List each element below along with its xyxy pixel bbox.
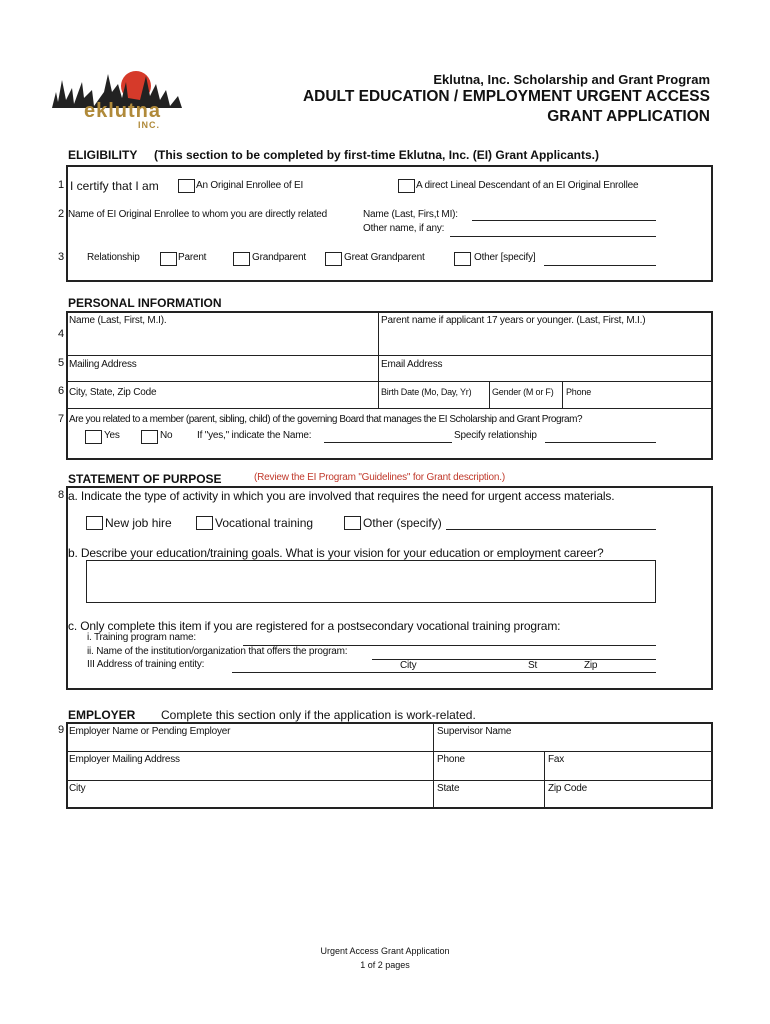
divider: [544, 751, 545, 809]
enrollee-other-name-field[interactable]: [450, 236, 656, 237]
q1-label: I certify that I am: [70, 179, 159, 193]
other-purpose-field[interactable]: [446, 529, 656, 530]
mailing-address-label[interactable]: Mailing Address: [69, 359, 137, 370]
supervisor-name-label[interactable]: Supervisor Name: [437, 726, 512, 737]
q8a-text: a. Indicate the type of activity in which you are involved that requires the need for urgent access materials.: [68, 489, 615, 503]
q4-number: 4: [58, 328, 65, 340]
checkbox-new-job-hire[interactable]: [86, 516, 103, 530]
q3-option-great-grandparent: Great Grandparent: [344, 252, 425, 263]
checkbox-related-yes[interactable]: [85, 430, 102, 444]
phone-label[interactable]: Phone: [566, 387, 592, 397]
q8-number: 8: [58, 489, 65, 501]
education-goals-textarea[interactable]: [86, 560, 656, 603]
checkbox-great-grandparent[interactable]: [325, 252, 342, 266]
board-member-name-field[interactable]: [324, 442, 452, 443]
divider: [66, 355, 713, 356]
q2-name-label: Name (Last, Firs,t MI):: [363, 209, 458, 220]
q8c-text: c. Only complete this item if you are registered for a postsecondary vocational training program:: [68, 619, 561, 633]
program-name: Eklutna, Inc. Scholarship and Grant Program: [433, 72, 710, 87]
relationship-field[interactable]: [545, 442, 656, 443]
checkbox-original-enrollee[interactable]: [178, 179, 195, 193]
q3-number: 3: [58, 251, 65, 263]
logo-inc: INC.: [138, 120, 160, 130]
personal-info-heading: PERSONAL INFORMATION: [68, 296, 222, 310]
eligibility-note: (This section to be completed by first-time Eklutna, Inc. (EI) Grant Applicants.): [154, 148, 599, 162]
c-institution: ii. Name of the institution/organization that offers the program:: [87, 646, 348, 657]
c-training-program: i. Training program name:: [87, 632, 196, 643]
q2-number: 2: [58, 208, 65, 220]
option-other-purpose: Other (specify): [363, 516, 442, 530]
checkbox-related-no[interactable]: [141, 430, 158, 444]
city-state-zip-label[interactable]: City, State, Zip Code: [69, 387, 157, 398]
divider: [66, 751, 713, 752]
q3-option-other: Other [specify]: [474, 252, 536, 263]
q9-number: 9: [58, 724, 65, 736]
q2-other-label: Other name, if any:: [363, 223, 445, 234]
c-address: III Address of training entity:: [87, 659, 205, 670]
option-vocational-training: Vocational training: [215, 516, 314, 530]
employer-note: Complete this section only if the application is work-related.: [161, 708, 476, 722]
employer-state-label[interactable]: State: [437, 783, 460, 794]
divider: [433, 722, 434, 809]
applicant-name-label[interactable]: Name (Last, First, M.I).: [69, 315, 167, 326]
checkbox-parent[interactable]: [160, 252, 177, 266]
divider: [562, 381, 563, 408]
gender-label[interactable]: Gender (M or F): [492, 387, 554, 397]
q1-number: 1: [58, 179, 65, 191]
checkbox-other-purpose[interactable]: [344, 516, 361, 530]
eligibility-heading: ELIGIBILITY: [68, 148, 138, 162]
form-title-line2: GRANT APPLICATION: [547, 108, 710, 125]
employer-mailing-label[interactable]: Employer Mailing Address: [69, 754, 180, 765]
footer-page: 1 of 2 pages: [360, 960, 410, 970]
footer-title: Urgent Access Grant Application: [320, 946, 450, 956]
q3-option-parent: Parent: [178, 252, 207, 263]
q7-specify: Specify relationship: [454, 430, 537, 441]
q1-option-lineal-descendant: A direct Lineal Descendant of an EI Original Enrollee: [416, 180, 639, 191]
employer-zip-label[interactable]: Zip Code: [548, 783, 587, 794]
q3-label: Relationship: [87, 252, 140, 263]
enrollee-name-field[interactable]: [472, 220, 656, 221]
employer-heading: EMPLOYER: [68, 708, 136, 722]
email-address-label[interactable]: Email Address: [381, 359, 443, 370]
address-zip-label: Zip: [584, 660, 598, 671]
q7-number: 7: [58, 413, 65, 425]
employer-phone-label[interactable]: Phone: [437, 754, 465, 765]
logo-wordmark: eklutna: [84, 100, 162, 122]
eklutna-logo: [48, 62, 188, 132]
employer-name-label[interactable]: Employer Name or Pending Employer: [69, 726, 231, 737]
checkbox-vocational-training[interactable]: [196, 516, 213, 530]
divider: [66, 780, 713, 781]
q3-option-grandparent: Grandparent: [252, 252, 306, 263]
parent-name-label[interactable]: Parent name if applicant 17 years or younger. (Last, First, M.I.): [381, 315, 646, 326]
q6-number: 6: [58, 385, 65, 397]
address-city-label: City: [400, 660, 417, 671]
checkbox-lineal-descendant[interactable]: [398, 179, 415, 193]
q1-option-original-enrollee: An Original Enrollee of EI: [196, 180, 304, 191]
divider: [378, 311, 379, 408]
q7-question: Are you related to a member (parent, sibling, child) of the governing Board that manages the EI Scholarship and Grant Program?: [69, 414, 583, 425]
q7-if-yes: If "yes," indicate the Name:: [197, 430, 312, 441]
q2-label: Name of EI Original Enrollee to whom you are directly related: [68, 209, 328, 220]
checkbox-other[interactable]: [454, 252, 471, 266]
purpose-heading: STATEMENT OF PURPOSE: [68, 472, 222, 486]
form-title-line1: ADULT EDUCATION / EMPLOYMENT URGENT ACCESS: [302, 88, 710, 105]
training-address-field[interactable]: [232, 672, 656, 673]
checkbox-grandparent[interactable]: [233, 252, 250, 266]
divider: [66, 408, 713, 409]
q8b-text: b. Describe your education/training goals. What is your vision for your education or employment career?: [68, 546, 604, 560]
employer-city-label[interactable]: City: [69, 783, 86, 794]
other-specify-field[interactable]: [544, 265, 656, 266]
divider: [66, 381, 713, 382]
q5-number: 5: [58, 357, 65, 369]
address-st-label: St: [528, 660, 538, 671]
birth-date-label[interactable]: Birth Date (Mo, Day, Yr): [381, 387, 472, 397]
option-new-job-hire: New job hire: [105, 516, 172, 530]
q7-no: No: [160, 430, 173, 441]
q7-yes: Yes: [104, 430, 120, 441]
employer-fax-label[interactable]: Fax: [548, 754, 565, 765]
purpose-review-note: (Review the EI Program "Guidelines" for Grant description.): [254, 472, 505, 483]
divider: [489, 381, 490, 408]
